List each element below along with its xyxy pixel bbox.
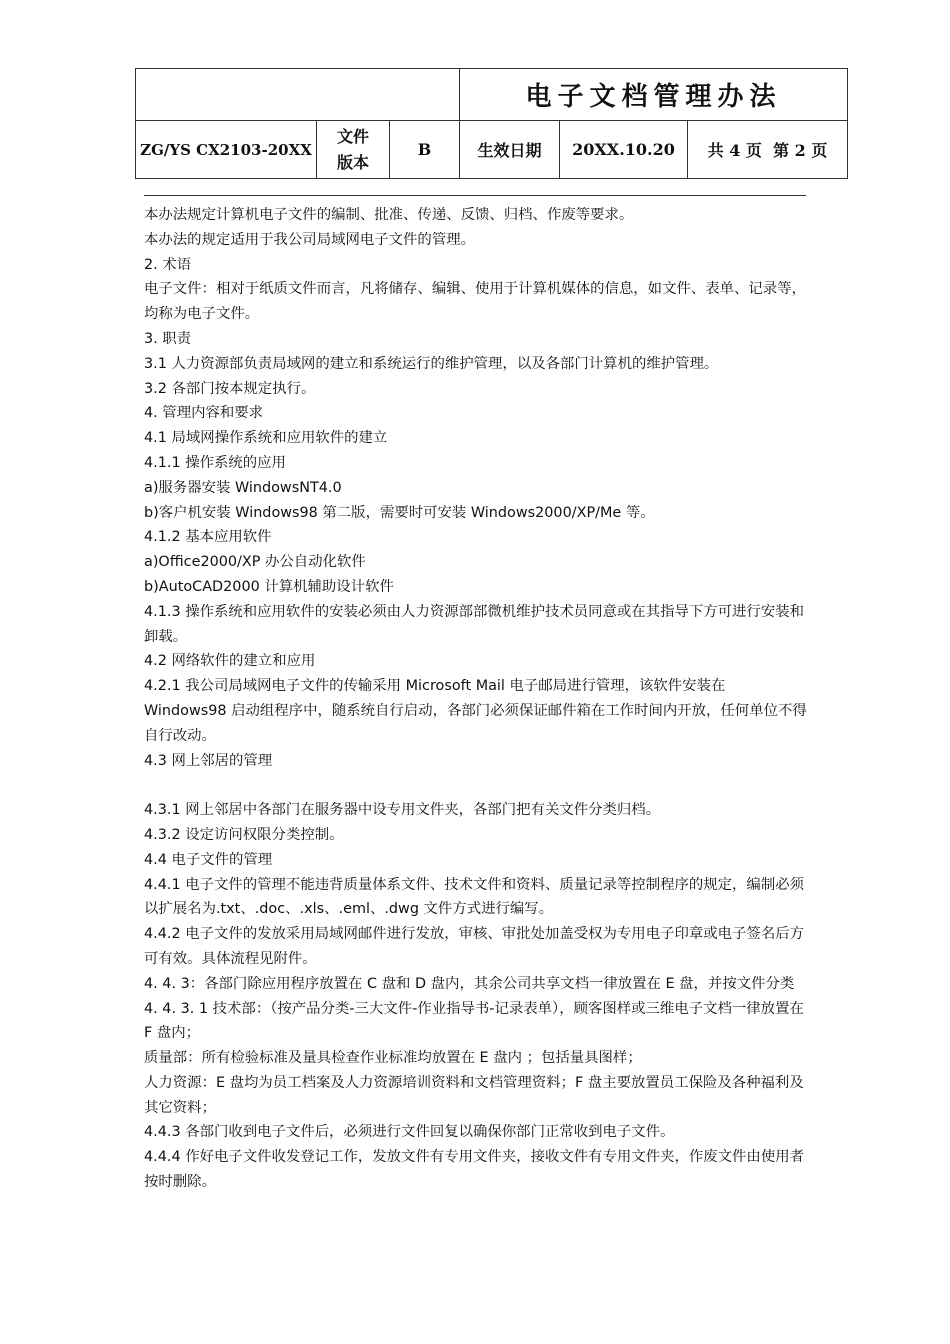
body-paragraph: 4.1.1 操作系统的应用	[144, 454, 286, 471]
effective-date-value: 20XX.10.20	[560, 121, 688, 179]
body-paragraph: 4.1 局域网操作系统和应用软件的建立	[144, 430, 388, 447]
body-paragraph: 人力资源：E 盘均为员工档案及人力资源培训资料和文档管理资料；F 盘主要放置员工保险及各种福利及其它资料；	[144, 1074, 804, 1116]
body-paragraph: 2. 术语	[144, 256, 192, 273]
body-paragraph: 4.1.3 操作系统和应用软件的安装必须由人力资源部部微机维护技术员同意或在其指导下方可进行安装和卸载。	[144, 603, 804, 645]
document-header-table	[135, 68, 848, 179]
effective-date-label: 生效日期	[460, 121, 560, 179]
body-paragraph: b)AutoCAD2000 计算机辅助设计软件	[144, 578, 394, 595]
blank-line	[144, 773, 808, 798]
body-paragraph: a)Office2000/XP 办公自动化软件	[144, 554, 366, 571]
body-paragraph: 本办法规定计算机电子文件的编制、批准、传递、反馈、归档、作废等要求。	[144, 207, 634, 223]
header-blank-cell	[136, 69, 460, 121]
body-paragraph: 3.2 各部门按本规定执行。	[144, 380, 316, 397]
body-paragraph: a)服务器安装 WindowsNT4.0	[144, 479, 342, 496]
body-paragraph: 4.4 电子文件的管理	[144, 851, 273, 868]
page-info: 共 4 页 第 2 页	[688, 121, 848, 179]
body-paragraph: 4.3 网上邻居的管理	[144, 752, 273, 769]
header-divider	[144, 195, 806, 196]
body-paragraph: 4. 4. 3：各部门除应用程序放置在 C 盘和 D 盘内，其余公司共享文档一律放置在 E 盘，并按文件分类	[144, 975, 795, 992]
body-paragraph: 4.4.2 电子文件的发放采用局域网邮件进行发放，审核、审批处加盖受权为专用电子印章或电子签名后方可有效。具体流程见附件。	[144, 926, 804, 967]
body-paragraph: 电子文件：相对于纸质文件而言，凡将储存、编辑、使用于计算机媒体的信息，如文件、表单、记录等，均称为电子文件。	[144, 281, 806, 323]
document-body	[144, 203, 808, 1195]
body-paragraph: 4. 管理内容和要求	[144, 405, 264, 422]
body-paragraph: b)客户机安装 Windows98 第二版，需要时可安装 Windows2000/XP/Me 等。	[144, 504, 655, 521]
body-paragraph: 质量部：所有检验标准及量具检查作业标准均放置在 E 盘内 ；包括量具图样；	[144, 1050, 642, 1067]
body-paragraph: 本办法的规定适用于我公司局域网电子文件的管理。	[144, 231, 475, 248]
document-code: ZG/YS CX2103-20XX	[136, 121, 317, 179]
document-title: 电子文档管理办法	[460, 69, 848, 121]
body-paragraph: 3.1 人力资源部负责局域网的建立和系统运行的维护管理，以及各部门计算机的维护管理。	[144, 355, 719, 372]
body-paragraph: 4.2 网络软件的建立和应用	[144, 653, 316, 670]
body-paragraph: 4.4.1 电子文件的管理不能违背质量体系文件、技术文件和资料、质量记录等控制程序的规定，编制必须以扩展名为.txt、.doc、.xls、.eml、.dwg 文件方式进行编写。	[144, 876, 804, 918]
body-paragraph: 4.3.2 设定访问权限分类控制。	[144, 826, 344, 843]
body-paragraph: 4.3.1 网上邻居中各部门在服务器中设专用文件夹，各部门把有关文件分类归档。	[144, 802, 661, 819]
body-paragraph: 4.2.1 我公司局域网电子文件的传输采用 Microsoft Mail 电子邮局进行管理，该软件安装在 Windows98 启动组程序中，随系统自行启动，各部门必须保证邮件箱在工作时间内开放，任何单位不得自行改动。	[144, 678, 807, 744]
body-paragraph: 4. 4. 3. 1 技术部：（按产品分类-三大文件-作业指导书-记录表单），顾客图样或三维电子文档一律放置在 F 盘内；	[144, 1000, 804, 1042]
version-value: B	[390, 121, 460, 179]
body-paragraph: 4.1.2 基本应用软件	[144, 529, 272, 546]
body-paragraph: 4.4.3 各部门收到电子文件后，必须进行文件回复以确保你部门正常收到电子文件。	[144, 1124, 675, 1141]
body-paragraph: 3. 职责	[144, 330, 192, 347]
body-paragraph: 4.4.4 作好电子文件收发登记工作，发放文件有专用文件夹，接收文件有专用文件夹，作废文件由使用者按时删除。	[144, 1149, 804, 1191]
version-label: 文件 版本	[317, 121, 390, 179]
